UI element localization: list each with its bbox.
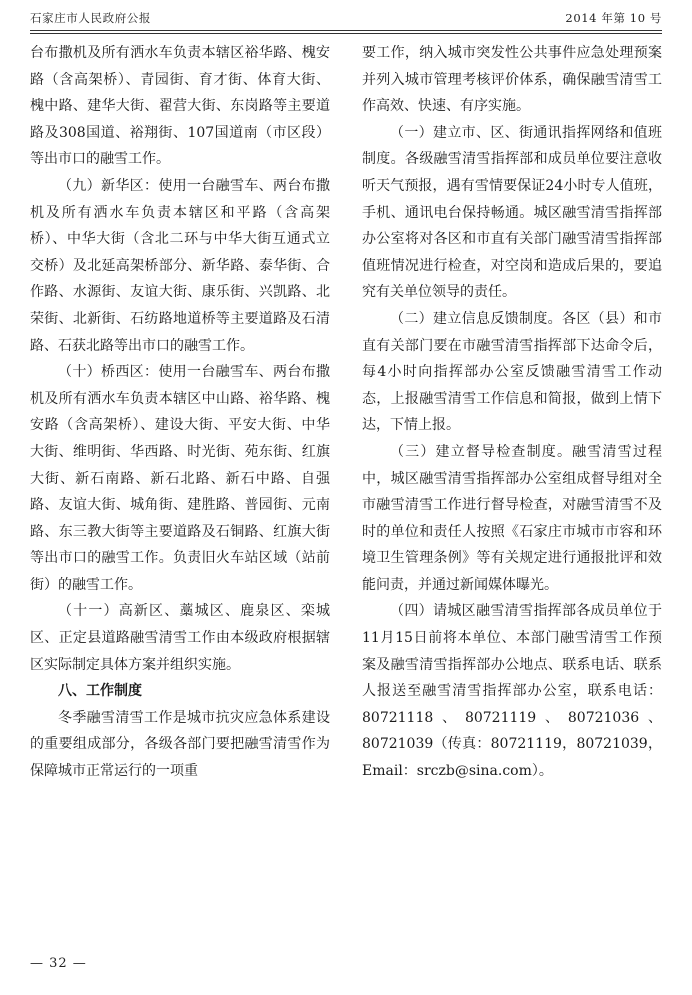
paragraph: （十）桥西区：使用一台融雪车、两台布撒机及所有洒水车负责本辖区中山路、裕华路、槐安路（含高架桥）、建设大街、平安大街、中华大街、维明街、华西路、时光街、苑东街、红旗大街、新石南路、新石北路、新石中路、自强路、友谊大街、城角街、建胜路、普园街、元南路、东三教大街等主要道路及石铜路、红旗大街等出市口的融雪工作。负责旧火车站区域（站前街）的融雪工作。 — [30, 364, 330, 593]
paragraph: 冬季融雪清雪工作是城市抗灾应急体系建设的重要组成部分，各级各部门要把融雪清雪作为保障城市正常运行的一项重 — [30, 709, 330, 780]
paragraph: 台布撒机及所有洒水车负责本辖区裕华路、槐安路（含高架桥）、青园街、育才街、体育大街、槐中路、建华大街、翟营大街、东岗路等主要道路及308国道、裕翔街、107国道南（市区段）等出市口的融雪工作。 — [30, 45, 330, 168]
page-number: — 32 — — [30, 956, 87, 971]
right-column — [362, 40, 662, 785]
header-rule-top — [30, 30, 662, 31]
paragraph: （四）请城区融雪清雪指挥部各成员单位于11月15日前将本单位、本部门融雪清雪工作预案及融雪清雪指挥部办公地点、联系电话、联系人报送至融雪清雪指挥部办公室，联系电话：80721118、80721119、80721036、80721039（传真：80721119，80721039，Email：srczb@sina.com）。 — [362, 603, 662, 780]
section-heading: 八、工作制度 — [58, 683, 142, 700]
paragraph: （十一）高新区、藁城区、鹿泉区、栾城区、正定县道路融雪清雪工作由本级政府根据辖区实际制定具体方案并组织实施。 — [30, 603, 330, 673]
paragraph: （二）建立信息反馈制度。各区（县）和市直有关部门要在市融雪清雪指挥部下达命令后，每4小时向指挥部办公室反馈融雪清雪工作动态，上报融雪清雪工作信息和简报，做到上情下达，下情上报。 — [362, 310, 662, 434]
paragraph: （九）新华区：使用一台融雪车、两台布撒机及所有洒水车负责本辖区和平路（含高架桥）、中华大街（含北二环与中华大街互通式立交桥）及北延高架桥部分、新华路、泰华街、合作路、水源街、友谊大街、康乐街、兴凯路、北荣街、北新街、石纺路地道桥等主要道路及石清路、石获北路等出市口的融雪工作。 — [30, 177, 330, 354]
header-rule-bottom — [30, 33, 662, 34]
paragraph: 要工作，纳入城市突发性公共事件应急处理预案并列入城市管理考核评价体系，确保融雪清雪工作高效、快速、有序实施。 — [362, 45, 662, 115]
page-header — [30, 10, 662, 32]
left-column — [30, 40, 330, 785]
issue-number: 2014 年第 10 号 — [565, 11, 662, 25]
paragraph: （三）建立督导检查制度。融雪清雪过程中，城区融雪清雪指挥部办公室组成督导组对全市融雪清雪工作进行督导检查，对融雪清雪不及时的单位和责任人按照《石家庄市城市市容和环境卫生管理条例》等有关规定进行通报批评和效能问责，并通过新闻媒体曝光。 — [362, 443, 662, 593]
publication-title: 石家庄市人民政府公报 — [30, 11, 151, 25]
paragraph: （一）建立市、区、街通讯指挥网络和值班制度。各级融雪清雪指挥部和成员单位要注意收听天气预报，遇有雪情要保证24小时专人值班，手机、通讯电台保持畅通。城区融雪清雪指挥部办公室将对各区和市直有关部门融雪清雪指挥部值班情况进行检查，对空岗和造成后果的，要追究有关单位领导的责任。 — [362, 124, 662, 301]
